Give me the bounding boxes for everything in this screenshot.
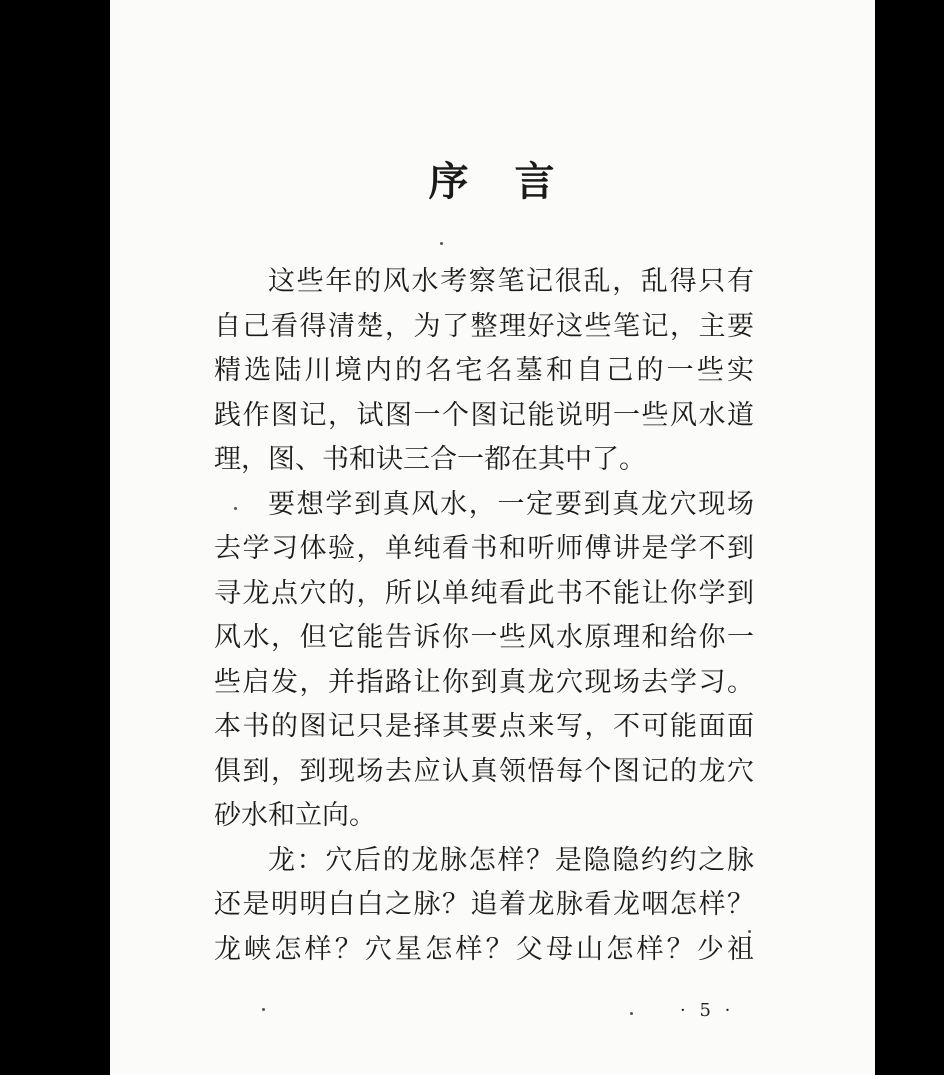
text-line: 龙：穴后的龙脉怎样？是隐隐约约之脉 xyxy=(268,844,754,876)
text-line: 要想学到真风水，一定要到真龙穴现场 xyxy=(268,488,754,520)
page-number: · 5 · xyxy=(680,1000,735,1021)
scan-speck xyxy=(748,930,751,933)
scan-speck xyxy=(234,507,237,510)
text-line: 这些年的风水考察笔记很乱，乱得只有 xyxy=(268,266,754,297)
preface-body xyxy=(214,260,754,972)
text-line: 精选陆川境内的名宅名墓和自己的一些实 xyxy=(214,355,754,386)
paragraph-2 xyxy=(214,483,754,839)
title-char-1: 序 xyxy=(428,158,471,205)
text-line: 砂水和立向。 xyxy=(214,800,376,831)
text-line: 些启发，并指路让你到真龙穴现场去学习。 xyxy=(214,666,754,698)
scan-speck xyxy=(262,1008,265,1011)
text-line: 理，图、书和诀三合一都在其中了。 xyxy=(214,444,646,475)
title-char-2: 言 xyxy=(514,158,557,205)
text-line: 龙峡怎样？穴星怎样？父母山怎样？少祖 xyxy=(214,933,754,965)
text-line: 本书的图记只是择其要点来写，不可能面面 xyxy=(214,711,754,742)
scan-speck xyxy=(440,242,443,245)
text-line: 风水，但它能告诉你一些风水原理和给你一 xyxy=(214,622,754,653)
scan-speck xyxy=(630,1012,633,1015)
paragraph-3 xyxy=(214,839,754,973)
text-line: 自己看得清楚，为了整理好这些笔记，主要 xyxy=(214,310,754,342)
page-title xyxy=(110,150,875,207)
text-line: 寻龙点穴的，所以单纯看此书不能让你学到 xyxy=(214,577,754,609)
text-line: 去学习体验，单纯看书和听师傅讲是学不到 xyxy=(214,533,754,564)
text-line: 俱到，到现场去应认真领悟每个图记的龙穴 xyxy=(214,755,754,787)
text-line: 践作图记，试图一个图记能说明一些风水道 xyxy=(214,399,754,431)
book-page xyxy=(110,0,875,1075)
text-line: 还是明明白白之脉？追着龙脉看龙咽怎样？ xyxy=(214,889,754,920)
paragraph-1 xyxy=(214,260,754,483)
